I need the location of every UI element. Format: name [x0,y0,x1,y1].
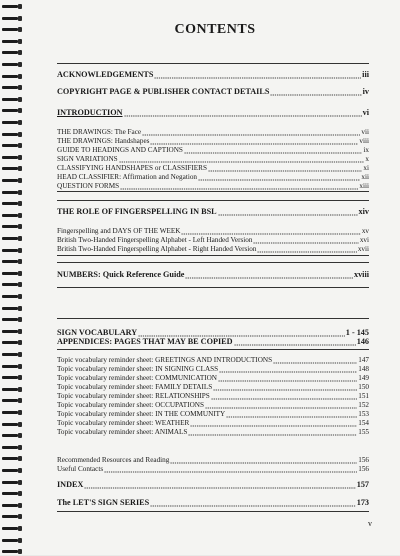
toc-entry-numbers[interactable]: NUMBERS: Quick Reference Guide xviii [57,270,369,279]
toc-box-numbers [57,262,369,288]
spiral-coil [2,74,22,81]
spiral-coil [2,16,22,23]
spiral-coil [2,259,22,266]
spiral-coil [2,375,22,382]
spiral-coil [2,410,22,417]
spiral-coil [2,27,22,34]
toc-subentry[interactable]: QUESTION FORMS xiii [57,182,369,190]
toc-entry-series[interactable]: The LET'S SIGN SERIES 173 [57,498,369,507]
toc-subentry[interactable]: Topic vocabulary reminder sheet: ANIMALS 155 [57,428,369,436]
toc-subentry[interactable]: GUIDE TO HEADINGS AND CAPTIONS ix [57,146,369,154]
toc-subentry[interactable]: SIGN VARIATIONS x [57,155,369,163]
toc-subentry[interactable]: Topic vocabulary reminder sheet: IN SIGNING CLASS 148 [57,365,369,373]
spiral-coil [2,132,22,139]
toc-subentry[interactable]: Topic vocabulary reminder sheet: IN THE COMMUNITY 153 [57,410,369,418]
spiral-coil [2,538,22,545]
spiral-coil [2,514,22,521]
spiral-coil [2,317,22,324]
toc-entry-fingerspelling[interactable]: THE ROLE OF FINGERSPELLING IN BSL xiv [57,207,369,216]
spiral-coil [2,422,22,429]
toc-subentry[interactable]: British Two-Handed Fingerspelling Alphabet - Right Handed Version xvii [57,245,369,253]
toc-box-fingerspelling [57,200,369,256]
toc-subentry[interactable]: Topic vocabulary reminder sheet: GREETINGS AND INTRODUCTIONS 147 [57,356,369,364]
toc-box-intro [57,63,369,192]
page-title: CONTENTS [174,22,256,37]
toc-subentry[interactable]: Topic vocabulary reminder sheet: OCCUPATIONS 152 [57,401,369,409]
toc-subentry[interactable]: CLASSIFYING HANDSHAPES or CLASSIFIERS xi [57,164,369,172]
toc-subentry[interactable]: THE DRAWINGS: The Face vii [57,128,369,136]
spiral-coil [2,480,22,487]
spiral-coil [2,352,22,359]
spiral-coil [2,445,22,452]
spiral-coil [2,433,22,440]
toc-subentry[interactable]: Topic vocabulary reminder sheet: FAMILY DETAILS 150 [57,383,369,391]
spiral-coil [2,108,22,115]
spiral-coil [2,364,22,371]
toc-entry-acknowledgements[interactable]: ACKNOWLEDGEMENTS iii [57,70,369,79]
spiral-coil [2,166,22,173]
toc-entry-copyright[interactable]: COPYRIGHT PAGE & PUBLISHER CONTACT DETAILS iv [57,87,369,96]
toc-entry-appendices[interactable]: APPENDICES: PAGES THAT MAY BE COPIED 146 [57,337,369,346]
toc-subentry[interactable]: HEAD CLASSIFIER: Affirmation and Negation xii [57,173,369,181]
toc-entry-introduction[interactable]: INTRODUCTION vi [57,108,369,117]
spiral-coil [2,120,22,127]
page-number: v [368,519,372,528]
spiral-coil [2,282,22,289]
spiral-coil [2,236,22,243]
toc-subentry[interactable]: Topic vocabulary reminder sheet: WEATHER 154 [57,419,369,427]
spiral-coil [2,248,22,255]
toc-subentry[interactable]: Topic vocabulary reminder sheet: RELATIONSHIPS 151 [57,392,369,400]
spiral-coil [2,526,22,533]
spiral-coil [2,468,22,475]
spiral-coil [2,456,22,463]
spiral-coil [2,329,22,336]
spiral-coil [2,503,22,510]
spiral-coil [2,85,22,92]
toc-box-appendices [57,331,369,512]
spiral-coil [2,178,22,185]
spiral-binding [0,0,26,555]
spiral-coil [2,97,22,104]
toc-subentry[interactable]: THE DRAWINGS: Handshapes viii [57,137,369,145]
spiral-coil [2,491,22,498]
spiral-coil [2,39,22,46]
toc-subentry[interactable]: British Two-Handed Fingerspelling Alphabet - Left Handed Version xvi [57,236,369,244]
spiral-coil [2,387,22,394]
spiral-coil [2,143,22,150]
spiral-coil [2,50,22,57]
spiral-coil [2,340,22,347]
spiral-coil [2,224,22,231]
spiral-coil [2,62,22,69]
spiral-coil [2,294,22,301]
toc-subentry[interactable]: Fingerspelling and DAYS OF THE WEEK xv [57,227,369,235]
spiral-coil [2,306,22,313]
spiral-coil [2,213,22,220]
spiral-coil [2,155,22,162]
toc-subentry[interactable]: Useful Contacts 156 [57,465,369,473]
spiral-coil [2,201,22,208]
spiral-coil [2,398,22,405]
toc-entry-index[interactable]: INDEX 157 [57,480,369,489]
toc-entry-sign-vocabulary[interactable]: SIGN VOCABULARY 1 - 145 [57,328,369,337]
spiral-coil [2,190,22,197]
toc-subentry[interactable]: Recommended Resources and Reading 156 [57,456,369,464]
toc-subentry[interactable]: Topic vocabulary reminder sheet: COMMUNICATION 149 [57,374,369,382]
spiral-coil [2,4,22,11]
spiral-coil [2,271,22,278]
